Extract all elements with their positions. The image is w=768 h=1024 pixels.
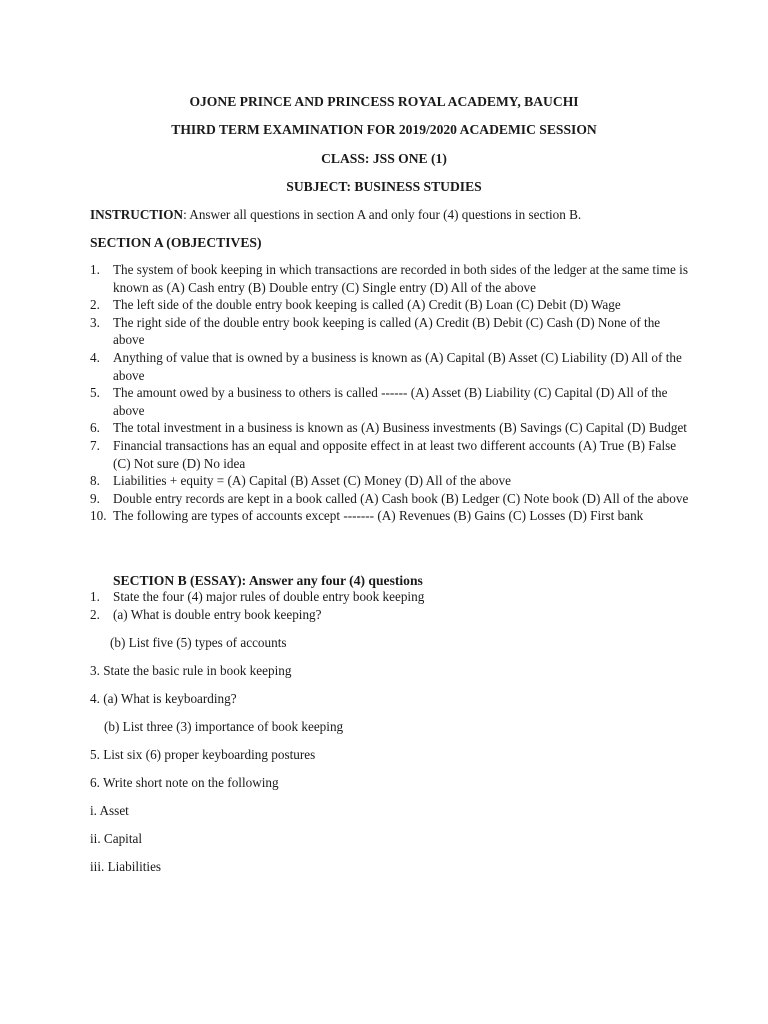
essay-question-4a: 4. (a) What is keyboarding?: [90, 691, 237, 706]
instruction: [90, 206, 581, 224]
subject-label: SUBJECT: BUSINESS STUDIES: [286, 179, 482, 194]
question-item: 4. Anything of value that is owned by a business is known as (A) Capital (B) Asset (C) Liability (D) All of the above: [90, 349, 682, 383]
essay-question-6: 6. Write short note on the following: [90, 775, 279, 790]
essay-question-1: 1. State the four (4) major rules of double entry book keeping: [90, 589, 425, 604]
question-item: 7. Financial transactions has an equal and opposite effect in at least two different accounts (A) True (B) False (C) Not sure (D) No idea: [90, 437, 677, 471]
instruction-label: INSTRUCTION: [90, 207, 184, 222]
question-item: 6. The total investment in a business is known as (A) Business investments (B) Savings (C) Capital (D) Budget: [90, 420, 687, 436]
question-item: 3. The right side of the double entry book keeping is called (A) Credit (B) Debit (C) Cash (D) None of the above: [90, 314, 661, 348]
question-item: 8. Liabilities + equity = (A) Capital (B) Asset (C) Money (D) All of the above: [90, 473, 511, 489]
essay-question-6-i: i. Asset: [90, 803, 129, 818]
question-item: 5. The amount owed by a business to others is called ------ (A) Asset (B) Liability (C) Capital (D) All of the above: [90, 385, 668, 418]
essay-question-6-iii: iii. Liabilities: [90, 859, 162, 874]
school-name: OJONE PRINCE AND PRINCESS ROYAL ACADEMY, BAUCHI: [189, 94, 579, 109]
objective-questions: [90, 261, 690, 525]
question-item: 9. Double entry records are kept in a book called (A) Cash book (B) Ledger (C) Note book (D) All of the above: [90, 490, 689, 506]
essay-question-6-ii: ii. Capital: [90, 831, 143, 846]
exam-title: THIRD TERM EXAMINATION FOR 2019/2020 ACADEMIC SESSION: [171, 122, 597, 137]
class-label: CLASS: JSS ONE (1): [321, 151, 447, 166]
essay-question-2a: 2. (a) What is double entry book keeping?: [90, 607, 322, 622]
essay-question-3: 3. State the basic rule in book keeping: [90, 663, 292, 678]
section-b-title: SECTION B (ESSAY): Answer any four (4) questions: [113, 573, 423, 588]
question-item: 1. The system of book keeping in which transactions are recorded in both sides of the ledger at the same time is known as (A) Cash entry (B) Double entry (C) Single entry (D) All of the above: [90, 262, 688, 295]
essay-question-4b: (b) List three (3) importance of book keeping: [104, 719, 344, 734]
essay-question-2b: (b) List five (5) types of accounts: [110, 635, 287, 650]
instruction-text: : Answer all questions in section A and only four (4) questions in section B.: [183, 207, 582, 222]
question-item: 10. The following are types of accounts except ------- (A) Revenues (B) Gains (C) Losses (D) First bank: [90, 508, 644, 524]
essay-question-5: 5. List six (6) proper keyboarding postures: [90, 747, 316, 762]
section-a-title: SECTION A (OBJECTIVES): [90, 235, 262, 250]
question-item: 2. The left side of the double entry book keeping is called (A) Credit (B) Loan (C) Debit (D) Wage: [90, 297, 621, 313]
